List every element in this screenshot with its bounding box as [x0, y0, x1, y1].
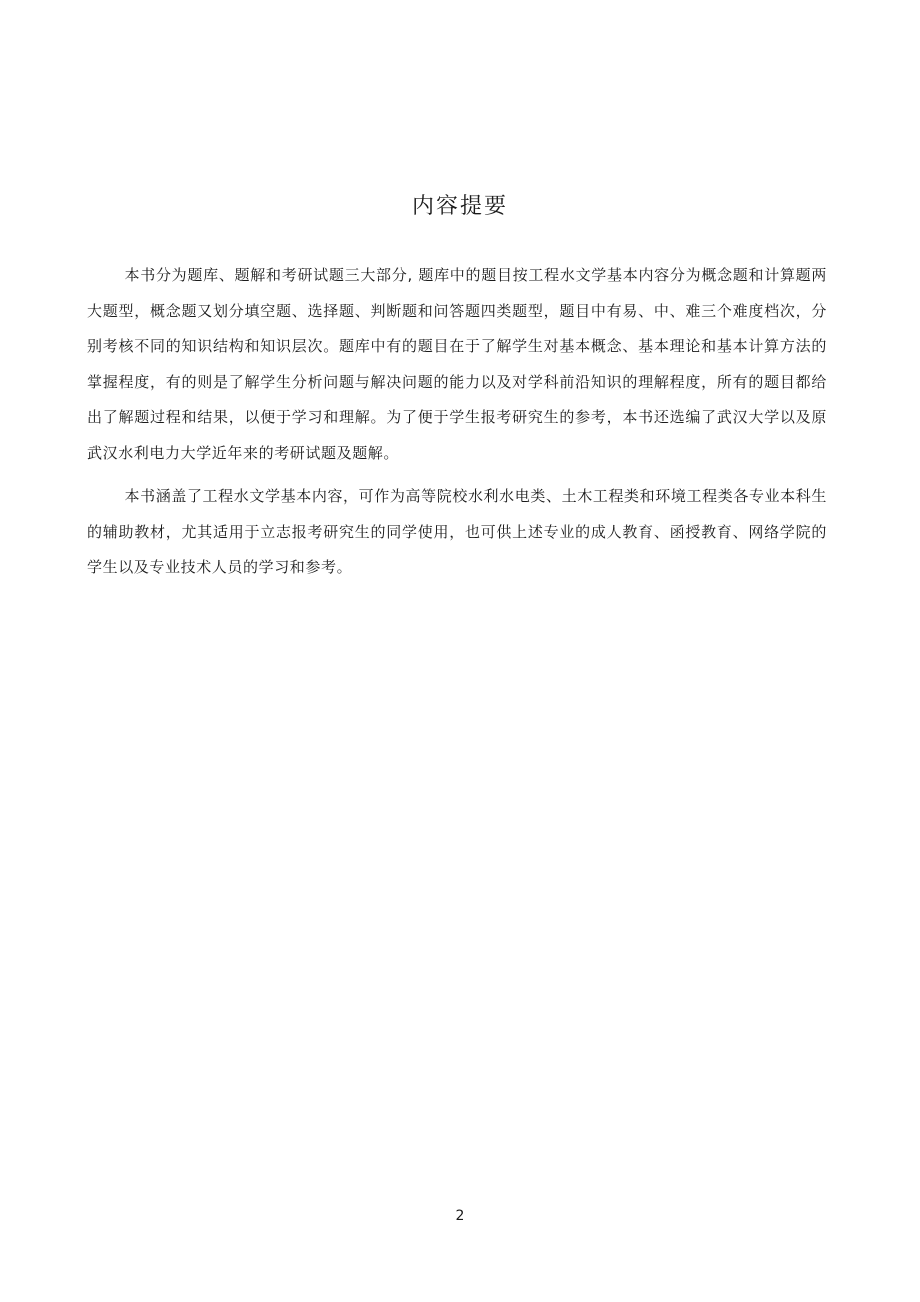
page-title: 内容提要	[411, 194, 508, 219]
page-number: 2	[455, 1208, 465, 1224]
paragraph-2: 本书涵盖了工程水文学基本内容，可作为高等院校水利水电类、土木工程类和环境工程类各专业本科生的辅助教材，尤其适用于立志报考研究生的同学使用，也可供上述专业的成人教育、函授教育、网络学院的学生以及专业技术人员的学习和参考。	[87, 487, 827, 576]
paragraph-1: 本书分为题库、题解和考研试题三大部分, 题库中的题目按工程水文学基本内容分为概念题和计算题两大题型，概念题又划分填空题、选择题、判断题和问答题四类题型，题目中有易、中、难三个难度档次，分别考核不同的知识结构和知识层次。题库中有的题目在于了解学生对基本概念、基本理论和基本计算方法的掌握程度，有的则是了解学生分析问题与解决问题的能力以及对学科前沿知识的理解程度，所有的题目都给出了解题过程和结果，以便于学习和理解。为了便于学生报考研究生的参考，本书还选编了武汉大学以及原武汉水利电力大学近年来的考研试题及题解。	[87, 266, 827, 462]
summary-body	[87, 258, 827, 594]
